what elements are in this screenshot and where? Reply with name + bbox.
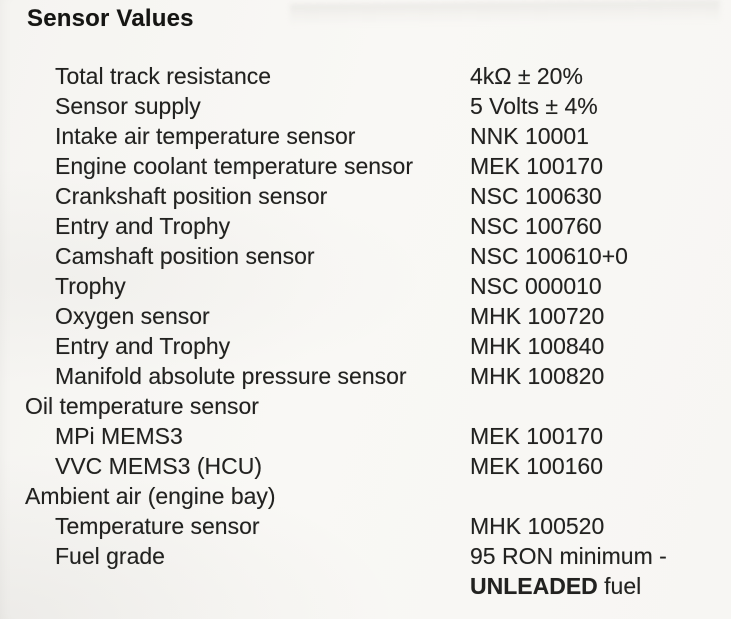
sensor-label: Fuel grade <box>55 543 165 569</box>
table-row <box>0 301 731 331</box>
sensor-label: VVC MEMS3 (HCU) <box>55 453 263 479</box>
table-row <box>0 241 731 271</box>
sensor-label: Temperature sensor <box>55 513 260 539</box>
table-row <box>0 331 731 361</box>
sensor-value: NSC 100630 <box>470 183 602 209</box>
sensor-label: Camshaft position sensor <box>55 243 315 269</box>
sensor-value-line1: 95 RON minimum - <box>470 543 667 569</box>
sensor-label: Total track resistance <box>55 63 272 89</box>
table-row <box>0 91 731 121</box>
sensor-label: Trophy <box>55 273 126 299</box>
sensor-value: 5 Volts ± 4% <box>470 93 598 119</box>
section-heading-row <box>0 481 731 511</box>
sensor-label: Entry and Trophy <box>55 213 231 239</box>
sensor-value <box>470 481 731 511</box>
sensor-value <box>470 541 731 601</box>
sensor-value <box>470 391 731 421</box>
sensor-value: MEK 100170 <box>470 153 603 179</box>
table-row <box>0 211 731 241</box>
page-title: Sensor Values <box>27 5 194 32</box>
table-row <box>0 541 731 601</box>
table-row <box>0 451 731 481</box>
sensor-label: Manifold absolute pressure sensor <box>55 363 407 389</box>
sensor-value: MEK 100160 <box>470 453 603 479</box>
sensor-label: Ambient air (engine bay) <box>25 483 276 509</box>
sensor-label: MPi MEMS3 <box>55 423 183 449</box>
sensor-value: MHK 100820 <box>470 363 605 389</box>
sensor-label: Crankshaft position sensor <box>55 183 328 209</box>
sensor-value: MHK 100720 <box>470 303 605 329</box>
table-row <box>0 271 731 301</box>
sensor-label: Oil temperature sensor <box>25 393 259 419</box>
sensor-value-bold: UNLEADED <box>470 573 598 599</box>
table-row <box>0 121 731 151</box>
sensor-value: NSC 100760 <box>470 213 602 239</box>
table-row <box>0 361 731 391</box>
sensor-value: NNK 10001 <box>470 123 589 149</box>
table-row <box>0 61 731 91</box>
sensor-values-table <box>0 61 731 601</box>
sensor-value-line2 <box>470 571 731 601</box>
section-heading-row <box>0 391 731 421</box>
sensor-label: Sensor supply <box>55 93 201 119</box>
table-row <box>0 421 731 451</box>
sensor-value: MHK 100520 <box>470 513 605 539</box>
sensor-value: MEK 100170 <box>470 423 603 449</box>
table-row <box>0 181 731 211</box>
sensor-value: 4kΩ ± 20% <box>470 63 583 89</box>
sensor-label: Intake air temperature sensor <box>55 123 356 149</box>
sensor-label: Engine coolant temperature sensor <box>55 153 413 179</box>
sensor-value: MHK 100840 <box>470 333 605 359</box>
sensor-value-rest: fuel <box>597 573 642 599</box>
sensor-value: NSC 100610+0 <box>470 243 628 269</box>
table-row <box>0 151 731 181</box>
bleed-through-smudge <box>290 0 720 26</box>
sensor-label: Oxygen sensor <box>55 303 210 329</box>
sensor-label: Entry and Trophy <box>55 333 231 359</box>
sensor-value: NSC 000010 <box>470 273 602 299</box>
table-row <box>0 511 731 541</box>
